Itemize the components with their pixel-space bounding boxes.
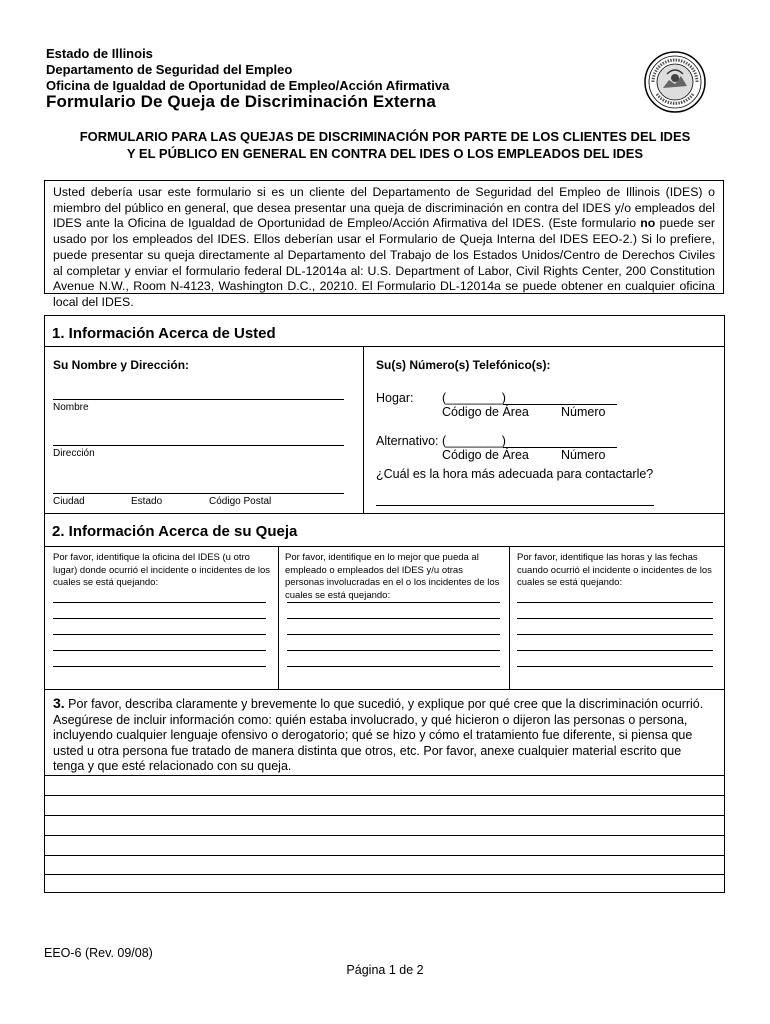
alt-number-caption: Número xyxy=(561,448,606,462)
intro-text-2: puede ser usado por los empleados del IDES. Ellos deberían usar el Formulario de Queja Interna del IDES EEO-2.) Si lo prefiere, puede presentar su queja directamente al Departamento del Trabajo de los Estados Unidos/Centro de Derechos Civiles al completar y enviar el formulario federal DL-12014a al: U.S. Department of Labor, Civil Rights Center, 200 Constitution Avenue N.W., Room N-4123, Washington D.C., 20210. El Formulario DL-12014a se puede obtener en cualquier oficina local del IDES. xyxy=(53,216,715,309)
answer-line[interactable] xyxy=(517,666,713,667)
page-number: Página 1 de 2 xyxy=(346,963,424,977)
answer-line[interactable] xyxy=(287,666,500,667)
description-line[interactable] xyxy=(45,795,724,796)
answer-line[interactable] xyxy=(287,618,500,619)
divider xyxy=(278,546,279,689)
section-3-number: 3. xyxy=(53,695,65,711)
answer-line[interactable] xyxy=(287,650,500,651)
home-phone-label: Hogar: xyxy=(376,391,414,405)
name-address-label: Su Nombre y Dirección: xyxy=(53,358,190,372)
alt-phone-label: Alternativo: xyxy=(376,434,439,448)
address-caption: Dirección xyxy=(53,448,95,459)
state-name: Estado de Illinois xyxy=(46,46,153,61)
complaint-form xyxy=(44,315,725,893)
answer-line[interactable] xyxy=(53,618,266,619)
answer-line[interactable] xyxy=(53,634,266,635)
incident-dates-prompt: Por favor, identifique las horas y las fechas cuando ocurrió el incidente o incidentes de los cuales se está quejando: xyxy=(517,552,712,588)
section-3-text: Por favor, describa claramente y brevemente lo que sucedió, y explique por qué cree que la discriminación ocurrió. Asegúrese de incluir información como: quién estaba involucrado, y qué hicieron o dijeron las personas o persona, incluyendo cualquier lenguaje ofensivo o derogatorio; qué se hizo y cómo el tratamiento fue diferente, si piensa que usted u otra persona fue tratado de manera distinta que otros, etc. Por favor, anexe cualquier material escrito que tenga y que esté relacionado con su queja. xyxy=(53,697,704,773)
zip-caption: Código Postal xyxy=(209,496,272,507)
name-caption: Nombre xyxy=(53,402,89,413)
divider xyxy=(509,546,510,689)
answer-line[interactable] xyxy=(517,602,713,603)
main-title-line-1: FORMULARIO PARA LAS QUEJAS DE DISCRIMINACIÓN POR PARTE DE LOS CLIENTES DEL IDES xyxy=(79,129,691,144)
office-name: Oficina de Igualdad de Oportunidad de Empleo/Acción Afirmativa xyxy=(46,78,450,93)
description-line[interactable] xyxy=(45,874,724,875)
best-time-question: ¿Cuál es la hora más adecuada para contactarle? xyxy=(376,467,654,481)
name-field[interactable] xyxy=(53,399,344,400)
description-line[interactable] xyxy=(45,835,724,836)
form-code: EEO-6 (Rev. 09/08) xyxy=(44,946,153,960)
description-line[interactable] xyxy=(45,815,724,816)
illinois-state-seal-icon xyxy=(643,50,707,114)
section-3-prompt xyxy=(53,696,715,775)
main-title-line-2: Y EL PÚBLICO EN GENERAL EN CONTRA DEL IDES O LOS EMPLEADOS DEL IDES xyxy=(126,146,644,161)
divider xyxy=(45,689,724,690)
address-field[interactable] xyxy=(53,445,344,446)
main-title xyxy=(40,128,730,162)
department-name: Departamento de Seguridad del Empleo xyxy=(46,62,293,77)
section-1-heading: 1. Información Acerca de Usted xyxy=(52,325,276,342)
description-line[interactable] xyxy=(45,855,724,856)
state-caption: Estado xyxy=(131,496,163,507)
city-state-zip-field[interactable] xyxy=(53,493,344,494)
home-number-caption: Número xyxy=(561,405,606,419)
intro-text-1: Usted debería usar este formulario si es un cliente del Departamento de Seguridad del Empleo de Illinois (IDES) o miembro del público en general, que desea presentar una queja de discriminación en contra del IDES y/o empleados del IDES ante la Oficina de Igualdad de Oportunidad de Empleo/Acción Afirmativa del IDES. (Este formulario xyxy=(53,185,715,231)
answer-line[interactable] xyxy=(517,650,713,651)
answer-line[interactable] xyxy=(53,666,266,667)
intro-bold-word: no xyxy=(640,216,656,231)
alt-area-caption: Código de Área xyxy=(442,448,529,462)
alt-area-code-field[interactable]: (________) xyxy=(442,434,506,448)
best-time-field[interactable] xyxy=(376,505,654,506)
divider xyxy=(45,346,724,347)
answer-line[interactable] xyxy=(53,602,266,603)
city-caption: Ciudad xyxy=(53,496,85,507)
phone-label: Su(s) Número(s) Telefónico(s): xyxy=(376,358,551,372)
intro-instructions xyxy=(44,180,724,309)
divider xyxy=(363,346,364,513)
answer-line[interactable] xyxy=(517,634,713,635)
answer-line[interactable] xyxy=(287,602,500,603)
involved-persons-prompt: Por favor, identifique en lo mejor que pueda al empleado o empleados del IDES y/u otras personas involucradas en el o los incidentes de los cuales se está quejando: xyxy=(285,552,500,601)
description-line[interactable] xyxy=(45,775,724,776)
answer-line[interactable] xyxy=(287,634,500,635)
answer-line[interactable] xyxy=(53,650,266,651)
home-area-caption: Código de Área xyxy=(442,405,529,419)
divider xyxy=(45,546,724,547)
answer-line[interactable] xyxy=(517,618,713,619)
divider xyxy=(45,513,724,514)
home-area-code-field[interactable]: (________) xyxy=(442,391,506,405)
section-2-heading: 2. Información Acerca de su Queja xyxy=(52,523,298,540)
incident-location-prompt: Por favor, identifique la oficina del IDES (u otro lugar) donde ocurrió el incidente o incidentes de los cuales se está quejando: xyxy=(53,552,271,588)
form-title: Formulario De Queja de Discriminación Externa xyxy=(46,92,436,111)
